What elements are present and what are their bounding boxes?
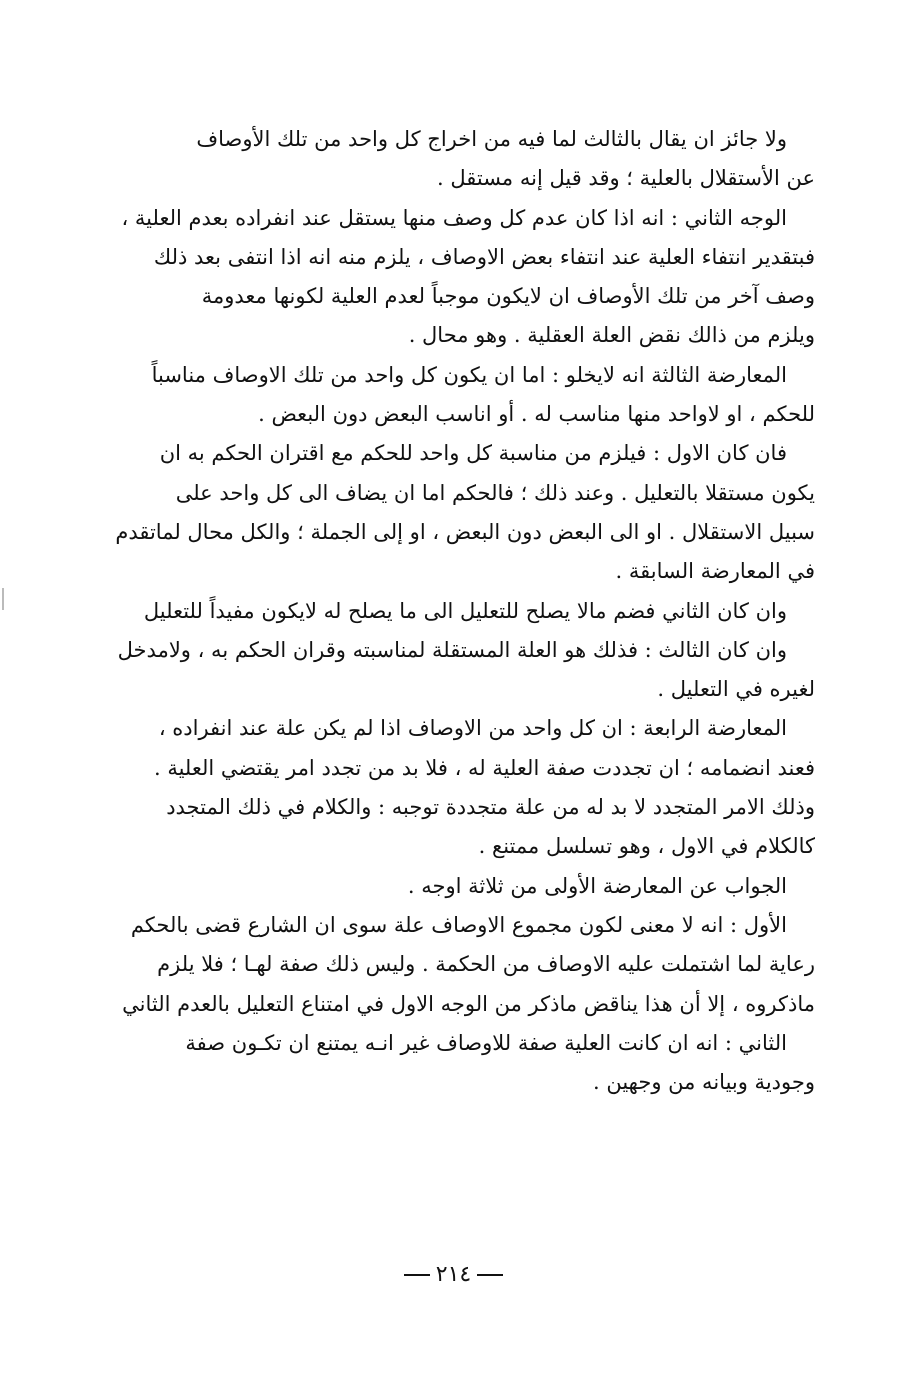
text-line: كالكلام في الاول ، وهو تسلسل ممتنع . bbox=[478, 834, 815, 859]
text-line: وان كان الثاني فضم مالا يصلح للتعليل الى ما يصلح له لايكون مفيداً للتعليل bbox=[143, 598, 787, 623]
text-line: لغيره في التعليل . bbox=[657, 677, 815, 702]
text-line: الأول : انه لا معنى لكون مجموع الاوصاف علة سوى ان الشارع قضى بالحكم bbox=[130, 912, 787, 937]
text-line: عن الأستقلال بالعلية ؛ وقد قيل إنه مستقل . bbox=[436, 166, 815, 191]
text-line: وان كان الثالث : فذلك هو العلة المستقلة لمناسبته وقران الحكم به ، ولامدخل bbox=[117, 637, 787, 662]
text-line: فان كان الاول : فيلزم من مناسبة كل واحد للحكم مع اقتران الحكم به ان bbox=[159, 441, 787, 466]
text-line: فبتقدير انتفاء العلية عند انتفاء بعض الاوصاف ، يلزم منه انه اذا انتفى بعد ذلك bbox=[153, 244, 815, 269]
text-line: فعند انضمامه ؛ ان تجددت صفة العلية له ، فلا بد من تجدد امر يقتضي العلية . bbox=[153, 755, 815, 780]
text-line: الجواب عن المعارضة الأولى من ثلاثة اوجه . bbox=[407, 873, 787, 898]
text-line: الثاني : انه ان كانت العلية صفة للاوصاف غير انـه يمتنع ان تكـون صفة bbox=[185, 1030, 787, 1055]
text-line: سبيل الاستقلال . او الى البعض دون البعض ، او إلى الجملة ؛ والكل محال لماتقدم bbox=[115, 519, 815, 544]
text-line: ويلزم من ذالك نقض العلة العقلية . وهو محال . bbox=[408, 323, 815, 348]
text-line: ماذكروه ، إلا أن هذا يناقض ماذكر من الوجه الاول في امتناع التعليل بالعدم الثاني bbox=[122, 991, 815, 1016]
text-line: للحكم ، او لاواحد منها مناسب له . أو اناسب البعض دون البعض . bbox=[258, 402, 815, 427]
text-line: وجودية وبيانه من وجهين . bbox=[593, 1070, 815, 1095]
text-line: وصف آخر من تلك الأوصاف ان لايكون موجباً لعدم العلية لكونها معدومة bbox=[201, 284, 815, 309]
text-line: يكون مستقلا بالتعليل . وعند ذلك ؛ فالحكم اما ان يضاف الى كل واحد على bbox=[175, 480, 815, 505]
text-line: في المعارضة السابقة . bbox=[615, 559, 815, 584]
margin-mark bbox=[2, 588, 4, 610]
text-line: وذلك الامر المتجدد لا بد له من علة متجددة توجبه : والكلام في ذلك المتجدد bbox=[166, 795, 815, 820]
dash-right bbox=[404, 1274, 430, 1276]
page-number bbox=[0, 1262, 907, 1287]
text-line: رعاية لما اشتملت عليه الاوصاف من الحكمة . وليس ذلك صفة لهـا ؛ فلا يلزم bbox=[157, 952, 815, 977]
page-number-value: ٢١٤ bbox=[435, 1262, 472, 1287]
text-line: ولا جائز ان يقال بالثالث لما فيه من اخراج كل واحد من تلك الأوصاف bbox=[196, 127, 787, 151]
text-line: المعارضة الثالثة انه لايخلو : اما ان يكون كل واحد من تلك الاوصاف مناسباً bbox=[151, 362, 787, 387]
dash-left bbox=[477, 1274, 503, 1276]
text-line: الوجه الثاني : انه اذا كان عدم كل وصف منها يستقل عند انفراده بعدم العلية ، bbox=[121, 205, 787, 230]
body-text bbox=[100, 120, 815, 1102]
text-line: المعارضة الرابعة : ان كل واحد من الاوصاف اذا لم يكن علة عند انفراده ، bbox=[158, 716, 787, 741]
